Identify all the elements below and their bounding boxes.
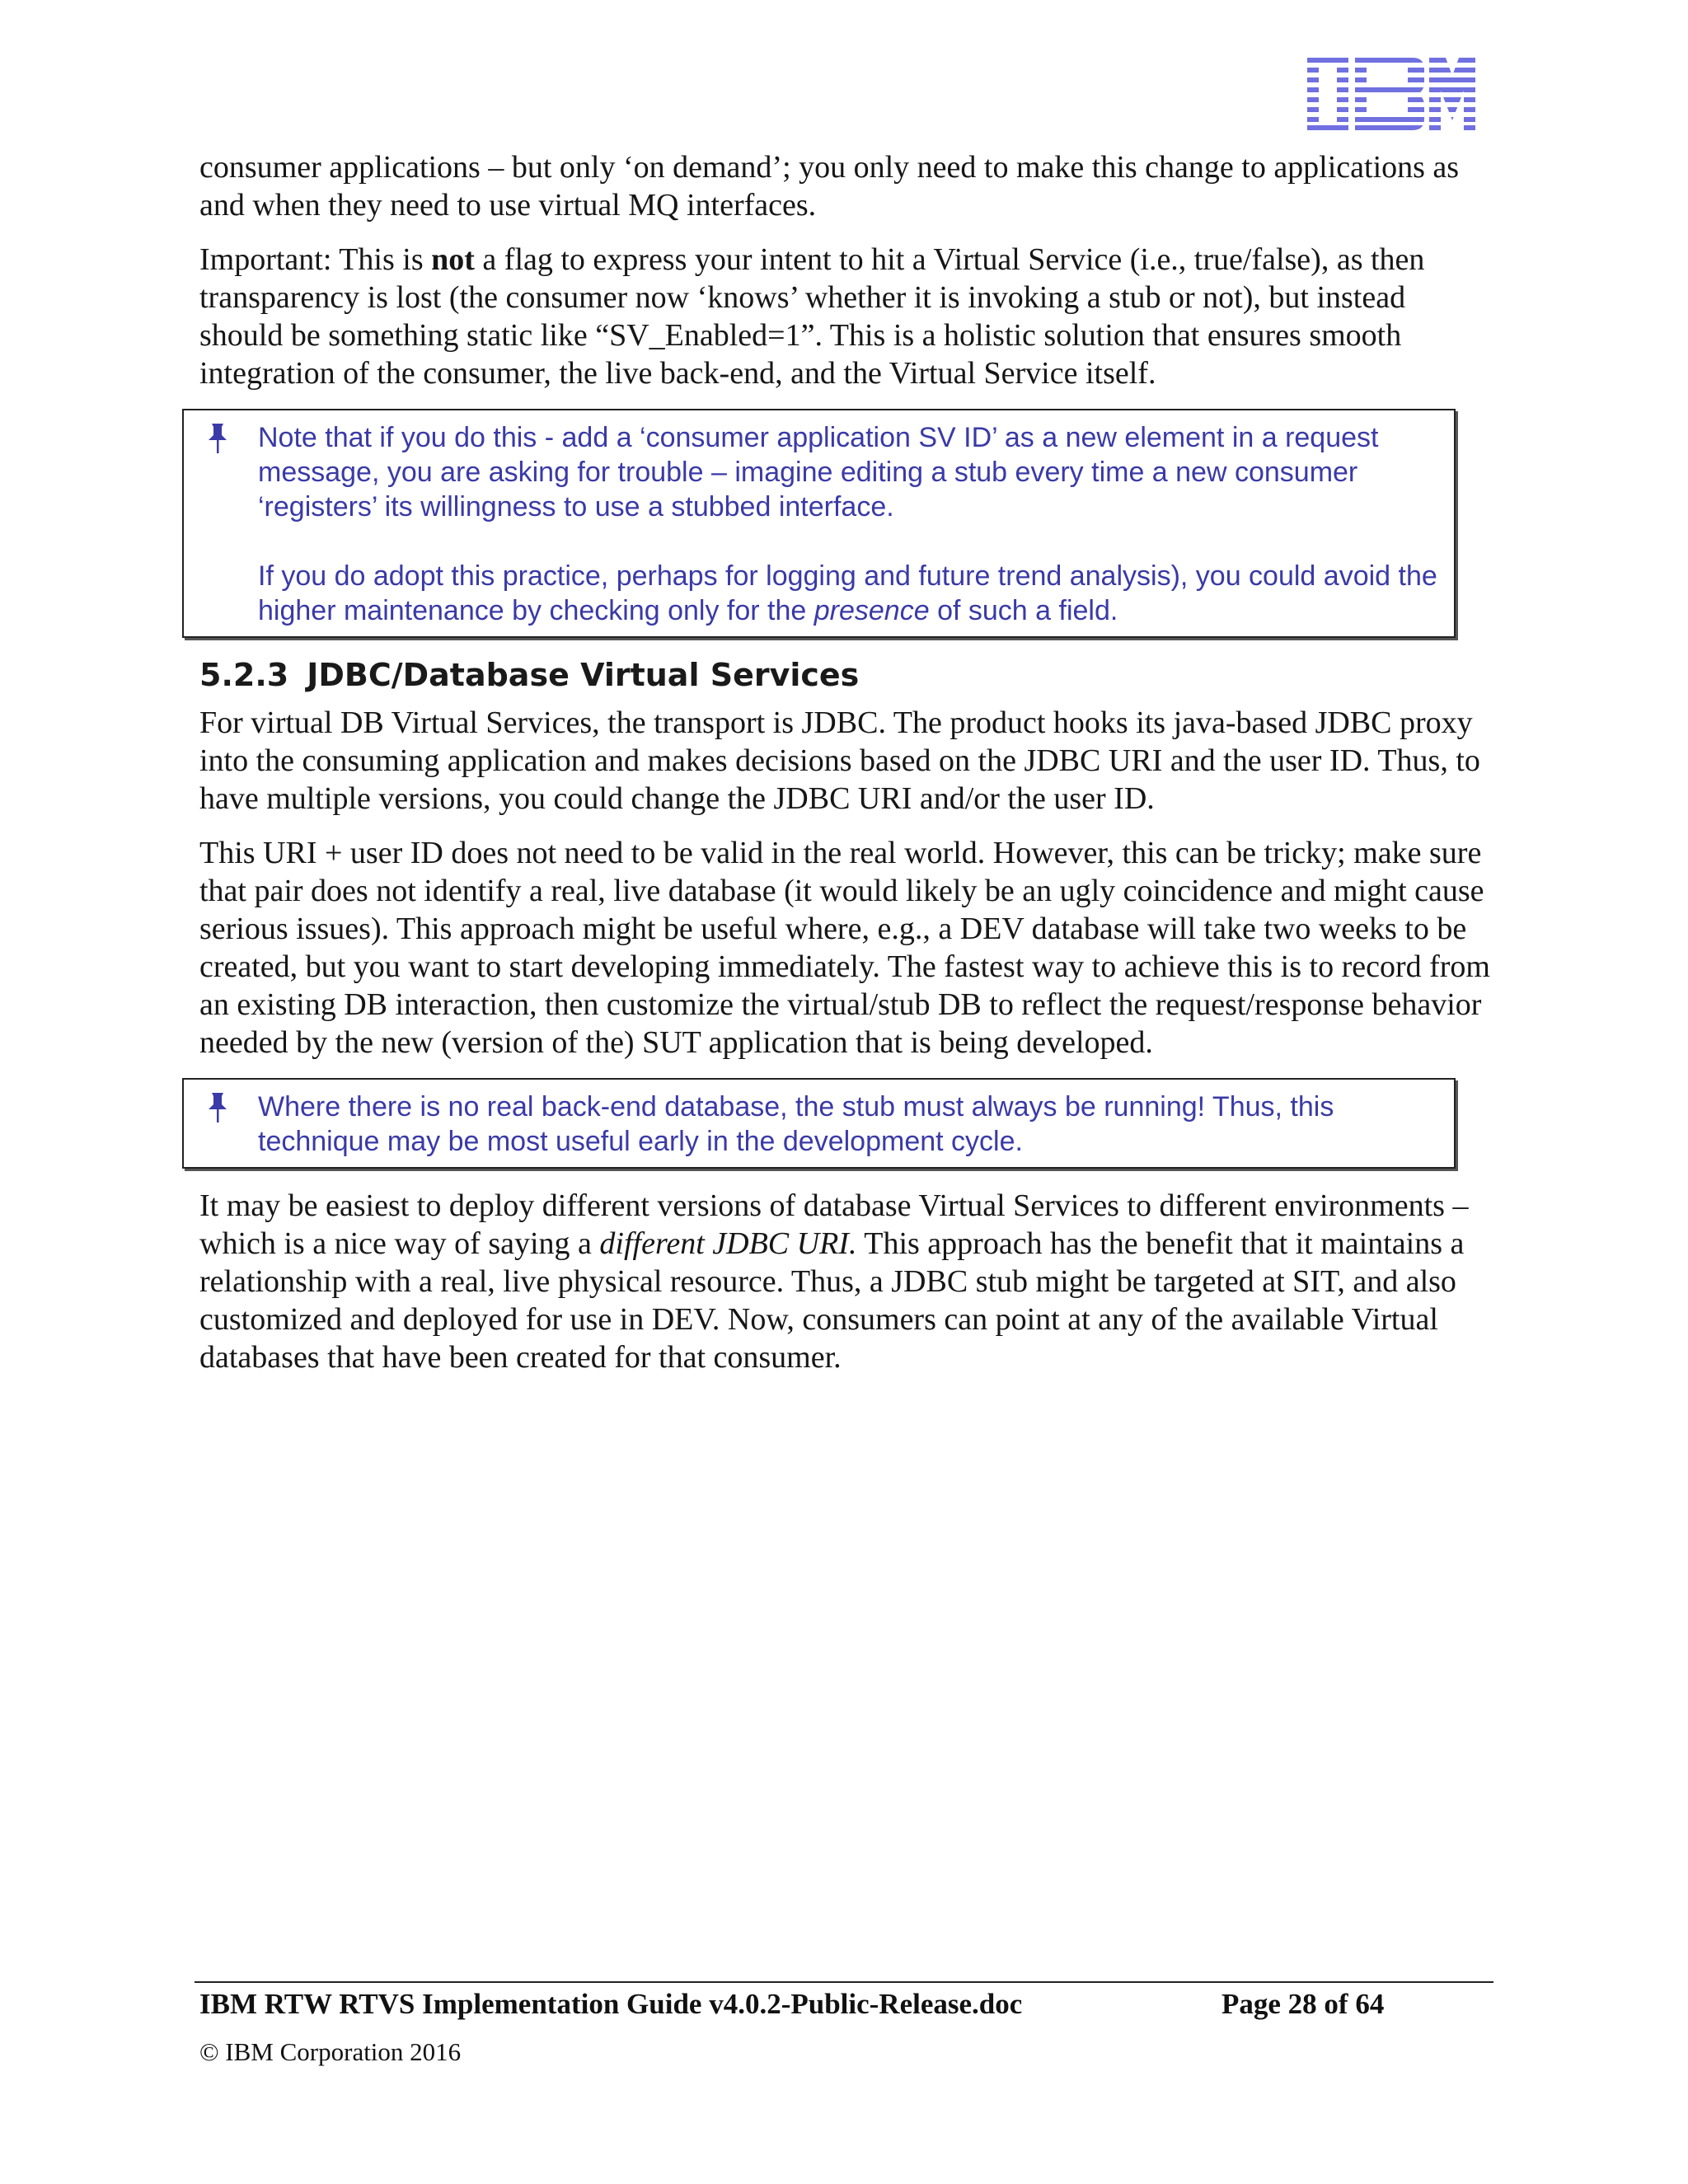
ibm-logo [1307, 58, 1475, 130]
important-bold-not: not [431, 242, 475, 277]
paragraph-deploy-versions [199, 1187, 1493, 1376]
paragraph-uri-user-id: This URI + user ID does not need to be valid in the real world. However, this can be tricky; make sure that pair does not identify a real, live database (it would likely be an ugly coincidence and might cause serious issues). This approach might be useful where, e.g., a DEV database will take two weeks to be created, but you want to start developing immediately. The fastest way to achieve this is to record from an existing DB interaction, then customize the virtual/stub DB to reflect the request/response behavior needed by the new (version of the) SUT application that is being developed. [199, 836, 1490, 1060]
deploy-text-end: This approach has the benefit that it maintains a relationship with a real, live physical resource. Thus, a JDBC stub might be targeted at SIT, and also customized and deployed for use in DEV. Now, consumers can point at any of the available Virtual databases that have been created for that consumer. [199, 1226, 1465, 1375]
page-footer [195, 1981, 1493, 2067]
footer-copyright: © IBM Corporation 2016 [199, 2037, 462, 2066]
note-box-stub-running [182, 1078, 1456, 1169]
important-text-start: Important: This is [199, 242, 432, 277]
note2-text: Where there is no real back-end database, the stub must always be running! Thus, this technique may be most useful early in the development cycle. [258, 1091, 1334, 1157]
deploy-text-start: It may be easiest to deploy different versions of database Virtual Services to different environments – which is a nice way of saying a [199, 1188, 1469, 1261]
pushpin-icon [205, 1091, 230, 1124]
deploy-italic-jdbc-uri: different JDBC URI. [599, 1226, 857, 1261]
note-box-sv-id [182, 409, 1456, 638]
paragraph-jdbc-transport: For virtual DB Virtual Services, the transport is JDBC. The product hooks its java-based JDBC proxy into the consuming application and makes decisions based on the JDBC URI and the user ID. Thus, to have multiple versions, you could change the JDBC URI and/or the user ID. [199, 705, 1480, 816]
section-heading [199, 656, 1493, 694]
paragraph-consumer-on-demand: consumer applications – but only ‘on demand’; you only need to make this change to applications as and when they need to use virtual MQ interfaces. [199, 150, 1460, 223]
footer-page-number: Page 28 of 64 [1221, 1988, 1385, 2020]
note1-italic-presence: presence [814, 595, 930, 626]
note1-text: Note that if you do this - add a ‘consumer application SV ID’ as a new element in a request message, you are asking for trouble – imagine editing a stub every time a new consumer ‘registers’ its willingness to use a stubbed interface. [258, 422, 1379, 523]
important-text-end: a flag to express your intent to hit a Virtual Service (i.e., true/false), as then transparency is lost (the consumer now ‘knows’ whether it is invoking a stub or not), but instead should be something static like “SV_Enabled=1”. This is a holistic solution that ensures smooth integration of the consumer, the live back-end, and the Virtual Service itself. [199, 242, 1425, 391]
section-number: 5.2.3 [199, 657, 289, 693]
section-title: JDBC/Database Virtual Services [307, 657, 860, 693]
footer-document-title: IBM RTW RTVS Implementation Guide v4.0.2-Public-Release.doc [199, 1988, 1023, 2020]
paragraph-important [199, 241, 1493, 392]
note1-text-2-end: of such a field. [929, 595, 1118, 626]
note1-text-2-start: If you do adopt this practice, perhaps for logging and future trend analysis), you could avoid the higher maintenance by checking only for the [258, 560, 1437, 626]
document-page [199, 148, 1493, 1393]
pushpin-icon [205, 422, 230, 455]
footer-row [195, 1988, 1493, 2026]
note1-text-2 [258, 559, 1437, 628]
